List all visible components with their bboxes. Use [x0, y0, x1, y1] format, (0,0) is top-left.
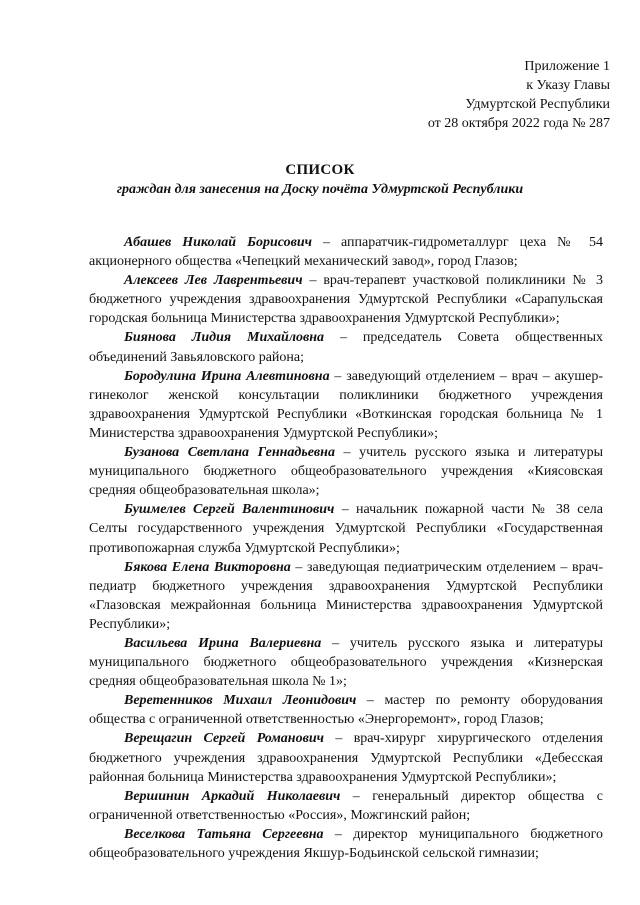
- list-item: [89, 825, 603, 863]
- list-item: [89, 271, 603, 328]
- person-description: – аппаратчик-гидрометаллург цеха № 54 акционерного общества «Чепецкий механический завод», город Глазов;: [89, 235, 603, 270]
- list-item: [89, 691, 603, 729]
- person-name: Алексеев Лев Лаврентьевич: [124, 273, 303, 289]
- appendix-authority: Удмуртской Республики: [465, 97, 610, 112]
- person-name: Верещагин Сергей Романович: [124, 731, 324, 747]
- list-item: [89, 787, 603, 825]
- person-description: – директор муниципального бюджетного общеобразовательного учреждения Якшур-Бодьинской сельской гимназии;: [89, 826, 603, 861]
- list-item: [89, 233, 603, 271]
- list-item: [89, 367, 603, 443]
- person-name: Вершинин Аркадий Николаевич: [124, 788, 341, 804]
- list-item: [89, 729, 603, 786]
- list-item: [89, 634, 603, 691]
- person-description: – мастер по ремонту оборудования общества с ограниченной ответственностью «Энергоремонт», город Глазов;: [89, 693, 603, 728]
- list-item: [89, 328, 603, 366]
- citizens-list: [89, 233, 603, 863]
- appendix-date-number: от 28 октября 2022 года № 287: [427, 116, 610, 131]
- person-name: Бузанова Светлана Геннадьевна: [124, 445, 335, 461]
- appendix-header: [380, 57, 610, 133]
- list-item: [89, 500, 603, 557]
- appendix-number: Приложение 1: [524, 59, 610, 74]
- person-name: Васильева Ирина Валериевна: [124, 635, 322, 651]
- person-description: – учитель русского языка и литературы муниципального бюджетного общеобразовательного учреждения «Кизнерская средняя общеобразовательная школа № 1»;: [89, 635, 603, 690]
- person-description: – заведующая педиатрическим отделением – врач-педиатр бюджетного учреждения здравоохранения Удмуртской Республики «Глазовская межрайонная больница Министерства здравоохранения Удмуртской Республики»;: [89, 559, 603, 632]
- person-name: Биянова Лидия Михайловна: [124, 330, 325, 346]
- title-block: [0, 160, 640, 200]
- person-name: Бякова Елена Викторовна: [124, 559, 291, 575]
- person-name: Абашев Николай Борисович: [124, 235, 312, 250]
- document-subtitle: граждан для занесения на Доску почёта Удмуртской Республики: [116, 182, 524, 197]
- appendix-decree-ref: к Указу Главы: [526, 78, 610, 93]
- person-description: – председатель Совета общественных объединений Завьяловского района;: [89, 330, 603, 365]
- person-description: – начальник пожарной части № 38 села Селты государственного учреждения Удмуртской Республики «Государственная противопожарная служба Удмуртской Республики»;: [89, 502, 604, 556]
- person-name: Бушмелев Сергей Валентинович: [124, 502, 335, 518]
- list-item: [89, 443, 603, 500]
- person-description: – генеральный директор общества с ограниченной ответственностью «Россия», Можгинский район;: [89, 788, 603, 823]
- person-name: Веретенников Михаил Леонидович: [124, 693, 357, 709]
- person-name: Бородулина Ирина Алевтиновна: [124, 368, 330, 384]
- person-description: – врач-хирург хирургического отделения бюджетного учреждения здравоохранения Удмуртской Республики «Дебесская районная больница Министерства здравоохранения Удмуртской Республики»;: [89, 731, 603, 785]
- list-item: [89, 558, 603, 634]
- person-description: – заведующий отделением – врач – акушер-гинеколог женской консультации поликлиники бюджетного учреждения здравоохранения Удмуртской Республики «Воткинская городская больница № 1 Министерства здравоохранения Удмуртской Республики»;: [89, 368, 603, 441]
- person-description: – учитель русского языка и литературы муниципального бюджетного общеобразовательного учреждения «Киясовская средняя общеобразовательная школа»;: [89, 445, 604, 499]
- person-description: – врач-терапевт участковой поликлиники № 3 бюджетного учреждения здравоохранения Удмуртской Республики «Сарапульская городская больница Министерства здравоохранения Удмуртской Республики»;: [89, 273, 603, 327]
- document-title: СПИСОК: [285, 162, 355, 178]
- person-name: Веселкова Татьяна Сергеевна: [124, 826, 324, 842]
